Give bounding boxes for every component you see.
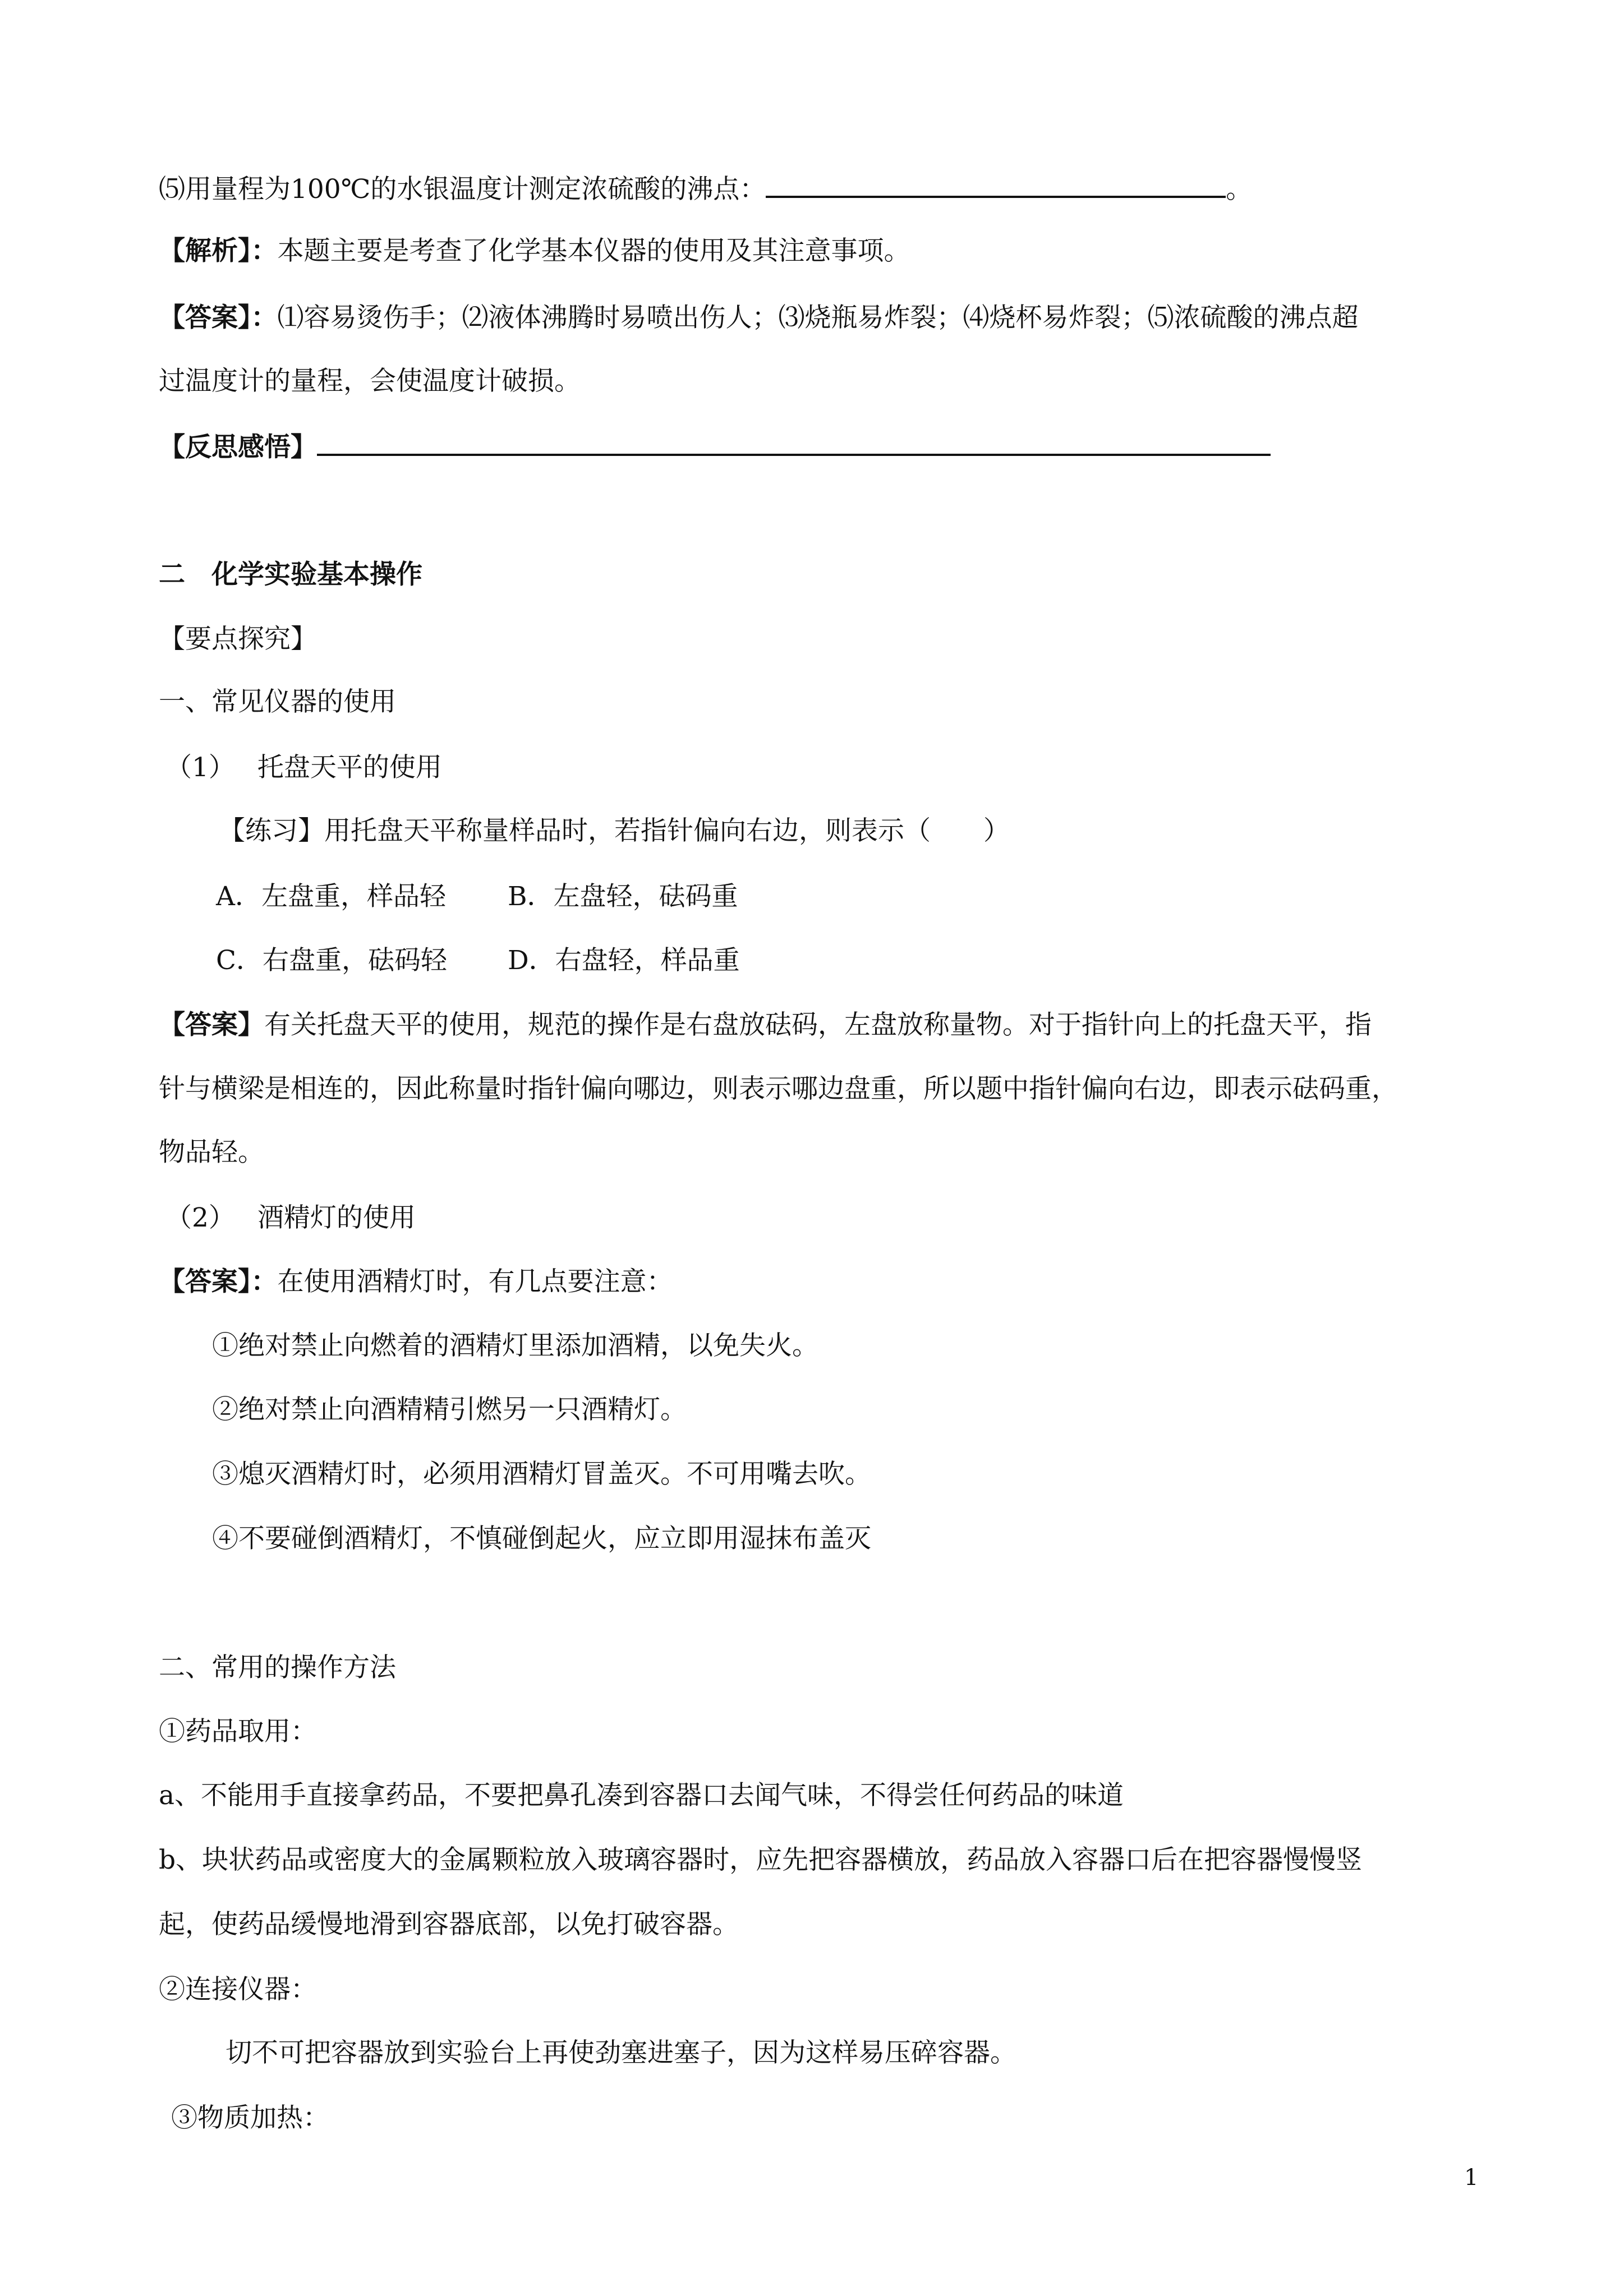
- option-d: D．右盘轻，样品重: [508, 945, 740, 976]
- operation-3-title: ③物质加热：: [171, 2103, 329, 2133]
- item-1-heading: [165, 751, 442, 785]
- answer-3-intro: [159, 1265, 673, 1299]
- answer-1-line-1: [159, 301, 1359, 335]
- operation-1-item-b-line-1: b、块状药品或密度大的金属颗粒放入玻璃容器时，应先把容器横放，药品放入容器口后在把容器慢慢竖: [159, 1845, 1363, 1875]
- analysis-paragraph: [159, 234, 910, 268]
- page-number: 1: [1464, 2165, 1479, 2191]
- answer-2-line-3: 物品轻。: [159, 1137, 264, 1168]
- answer-1-line-2: 过温度计的量程，会使温度计破损。: [159, 366, 581, 397]
- item-1-number: （1）: [165, 752, 235, 783]
- option-c: C．右盘重，砝码轻: [216, 945, 447, 976]
- note-1: ①绝对禁止向燃着的酒精灯里添加酒精，以免失火。: [212, 1330, 818, 1361]
- answer-2-label: 【答案】: [159, 1009, 264, 1040]
- note-4: ④不要碰倒酒精灯，不慎碰倒起火，应立即用湿抹布盖灭: [212, 1523, 871, 1554]
- option-b: B．左盘轻，砝码重: [508, 881, 738, 912]
- operation-1-title: ①药品取用：: [159, 1716, 317, 1747]
- answer-1-label: 【答案】：: [159, 302, 278, 333]
- answer-2-line-1: [159, 1008, 1372, 1042]
- question-5-end: 。: [1226, 174, 1253, 205]
- note-3: ③熄灭酒精灯时，必须用酒精灯冒盖灭。不可用嘴去吹。: [212, 1459, 871, 1490]
- reflection-line: [159, 429, 1271, 464]
- analysis-text: 本题主要是考查了化学基本仪器的使用及其注意事项。: [277, 236, 910, 266]
- answer-2-line-2: 针与横梁是相连的，因此称量时指针偏向哪边，则表示哪边盘重，所以题中指针偏向右边，即表示砝码重，: [159, 1073, 1398, 1104]
- item-2-number: （2）: [165, 1202, 235, 1233]
- answer-3-intro-text: 在使用酒精灯时，有几点要注意：: [277, 1266, 673, 1297]
- operation-2-title: ②连接仪器：: [159, 1974, 317, 2005]
- note-2: ②绝对禁止向酒精精引燃另一只酒精灯。: [212, 1394, 687, 1425]
- item-1-title: 托盘天平的使用: [257, 752, 442, 783]
- part-1-heading: 一、常见仪器的使用: [159, 686, 396, 717]
- reflection-label: 【反思感悟】: [159, 432, 317, 463]
- reflection-blank-line: [317, 429, 1271, 456]
- answer-2-text-1: 有关托盘天平的使用，规范的操作是右盘放砝码，左盘放称量物。对于指针向上的托盘天平，指: [264, 1009, 1372, 1040]
- operation-2-text: 切不可把容器放到实验台上再使劲塞进塞子，因为这样易压碎容器。: [226, 2037, 1016, 2068]
- question-5: [159, 171, 1252, 206]
- exercise-question: 【练习】用托盘天平称量样品时，若指针偏向右边，则表示（ ）: [219, 815, 1010, 846]
- operation-1-item-a: a、不能用手直接拿药品，不要把鼻孔凑到容器口去闻气味，不得尝任何药品的味道: [159, 1780, 1124, 1811]
- analysis-label: 【解析】：: [159, 236, 278, 266]
- exercise-options-row-2: [216, 944, 740, 978]
- question-5-text: ⑸用量程为100℃的水银温度计测定浓硫酸的沸点：: [159, 174, 766, 205]
- item-2-title: 酒精灯的使用: [257, 1202, 416, 1233]
- part-2-heading: 二、常用的操作方法: [159, 1652, 396, 1683]
- section-2-heading: 二 化学实验基本操作: [159, 559, 422, 590]
- answer-blank-line: [766, 171, 1226, 198]
- exercise-options-row-1: [216, 880, 738, 914]
- answer-3-label: 【答案】：: [159, 1266, 278, 1297]
- option-a: A．左盘重，样品轻: [216, 881, 446, 912]
- item-2-heading: [165, 1201, 416, 1235]
- answer-1-text-1: ⑴容易烫伤手；⑵液体沸腾时易喷出伤人；⑶烧瓶易炸裂；⑷烧杯易炸裂；⑸浓硫酸的沸点超: [277, 302, 1359, 333]
- operation-1-item-b-line-2: 起，使药品缓慢地滑到容器底部，以免打破容器。: [159, 1909, 739, 1940]
- key-points-heading: 【要点探究】: [159, 624, 317, 654]
